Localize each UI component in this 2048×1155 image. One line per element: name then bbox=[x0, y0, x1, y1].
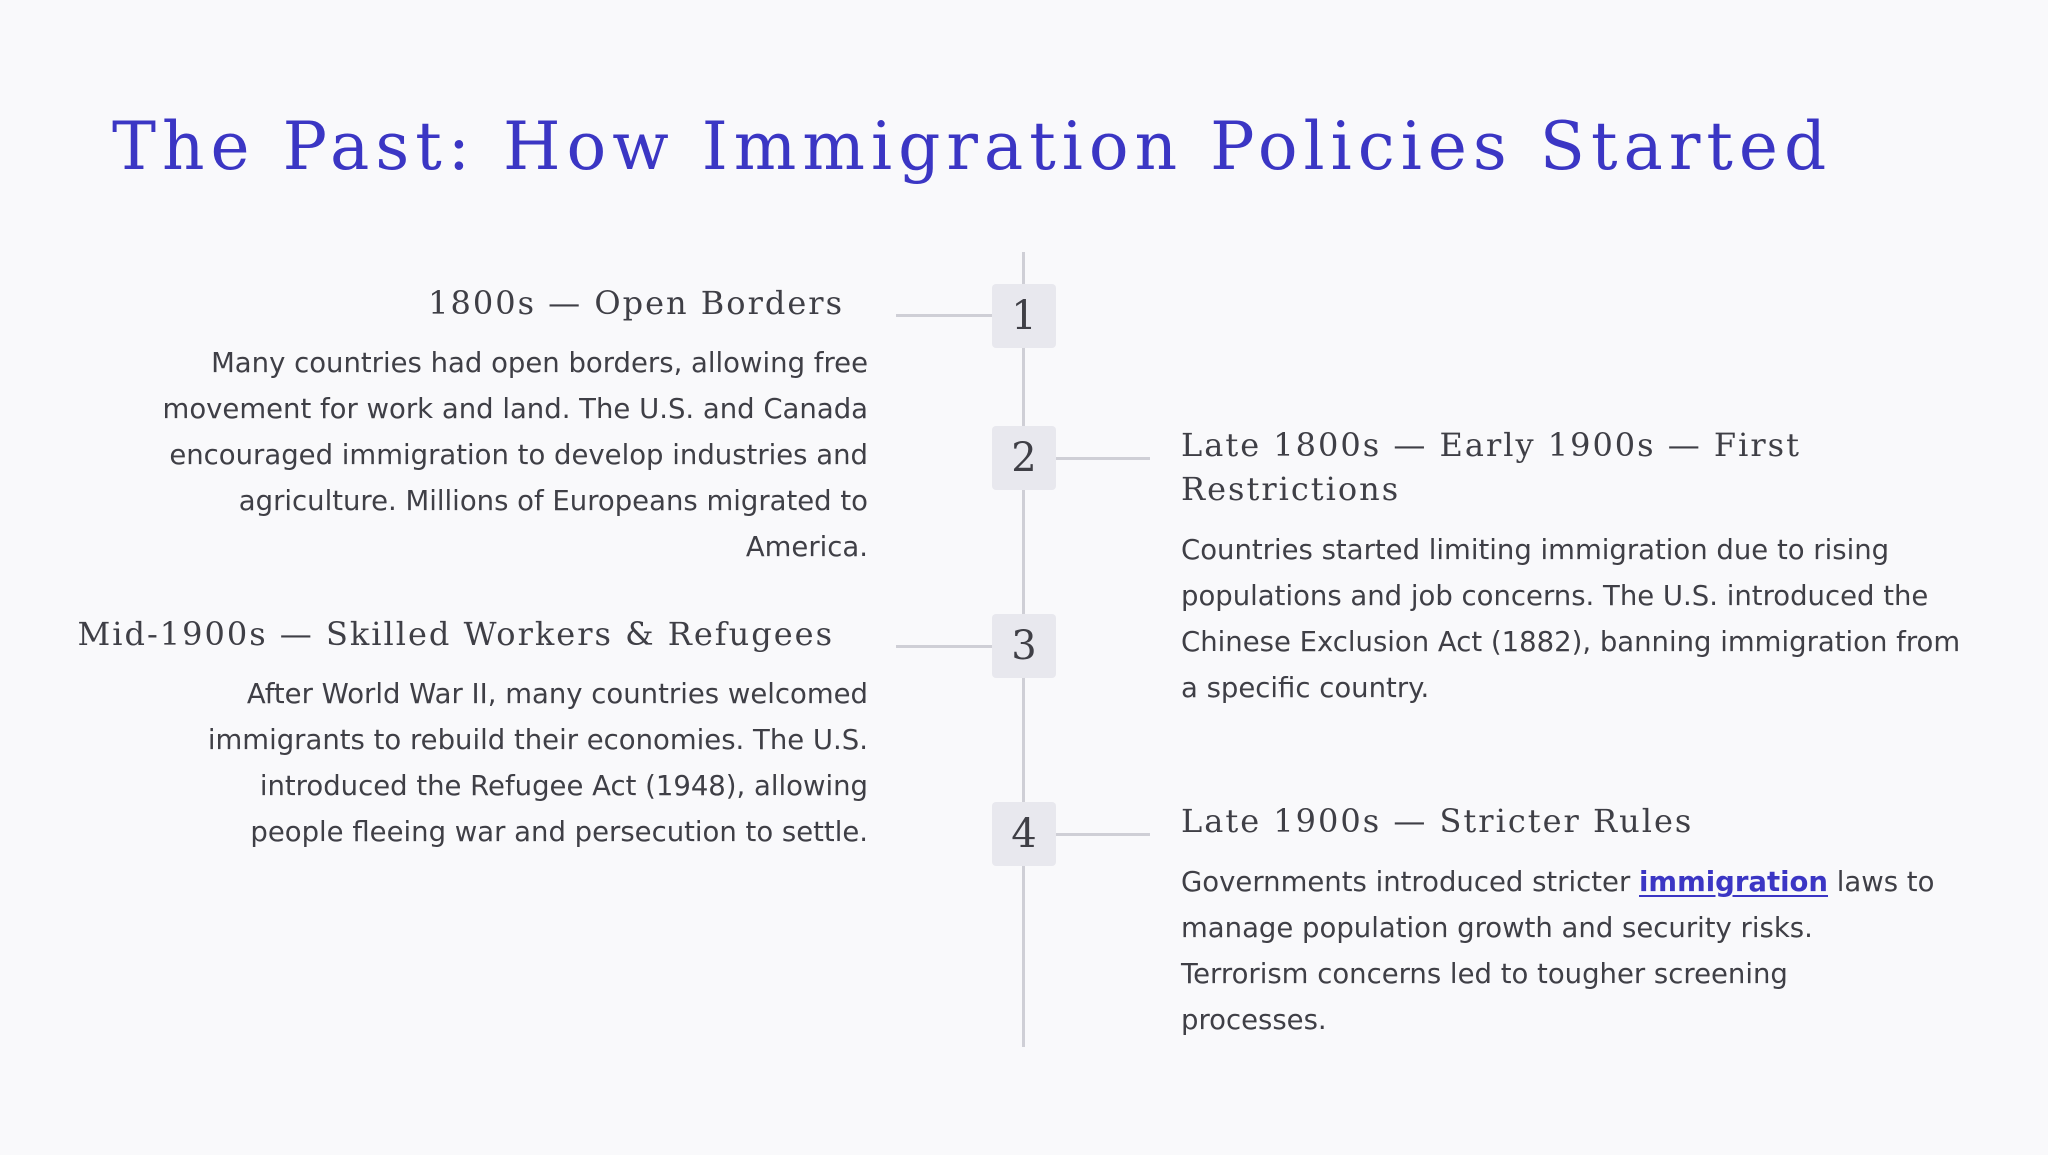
event-1-heading: 1800s — Open Borders bbox=[428, 284, 844, 322]
event-4-text bbox=[1181, 859, 1941, 1043]
event-3-connector bbox=[896, 645, 996, 648]
event-3-marker: 3 bbox=[992, 614, 1056, 678]
page-title: The Past: How Immigration Policies Started bbox=[112, 108, 1833, 185]
event-4-marker: 4 bbox=[992, 802, 1056, 866]
event-4-connector bbox=[1054, 833, 1150, 836]
immigration-link[interactable]: immigration bbox=[1639, 866, 1829, 898]
event-1-text: Many countries had open borders, allowing free movement for work and land. The U.S. and Canada encouraged immigration to develop industries and agriculture. Millions of Europeans migrated to America. bbox=[162, 347, 868, 563]
event-2-text: Countries started limiting immigration due to rising populations and job concerns. The U.S. introduced the Chinese Exclusion Act (1882), banning immigration from a specific country. bbox=[1181, 534, 1961, 704]
event-4-heading: Late 1900s — Stricter Rules bbox=[1181, 802, 1694, 840]
event-1-connector bbox=[896, 314, 996, 317]
event-1-marker: 1 bbox=[992, 284, 1056, 348]
event-2-connector bbox=[1054, 457, 1150, 460]
event-3-heading: Mid-1900s — Skilled Workers & Refugees bbox=[77, 615, 834, 653]
event-4-text-after: laws to manage population growth and security risks. Terrorism concerns led to tougher screening processes. bbox=[1181, 866, 1935, 1036]
event-3-text: After World War II, many countries welcomed immigrants to rebuild their economies. The U.S. introduced the Refugee Act (1948), allowing people fleeing war and persecution to settle. bbox=[207, 678, 868, 848]
event-4-text-before: Governments introduced stricter bbox=[1181, 866, 1639, 898]
event-2-marker: 2 bbox=[992, 426, 1056, 490]
event-2-heading: Late 1800s — Early 1900s — First Restrictions bbox=[1181, 426, 1801, 508]
